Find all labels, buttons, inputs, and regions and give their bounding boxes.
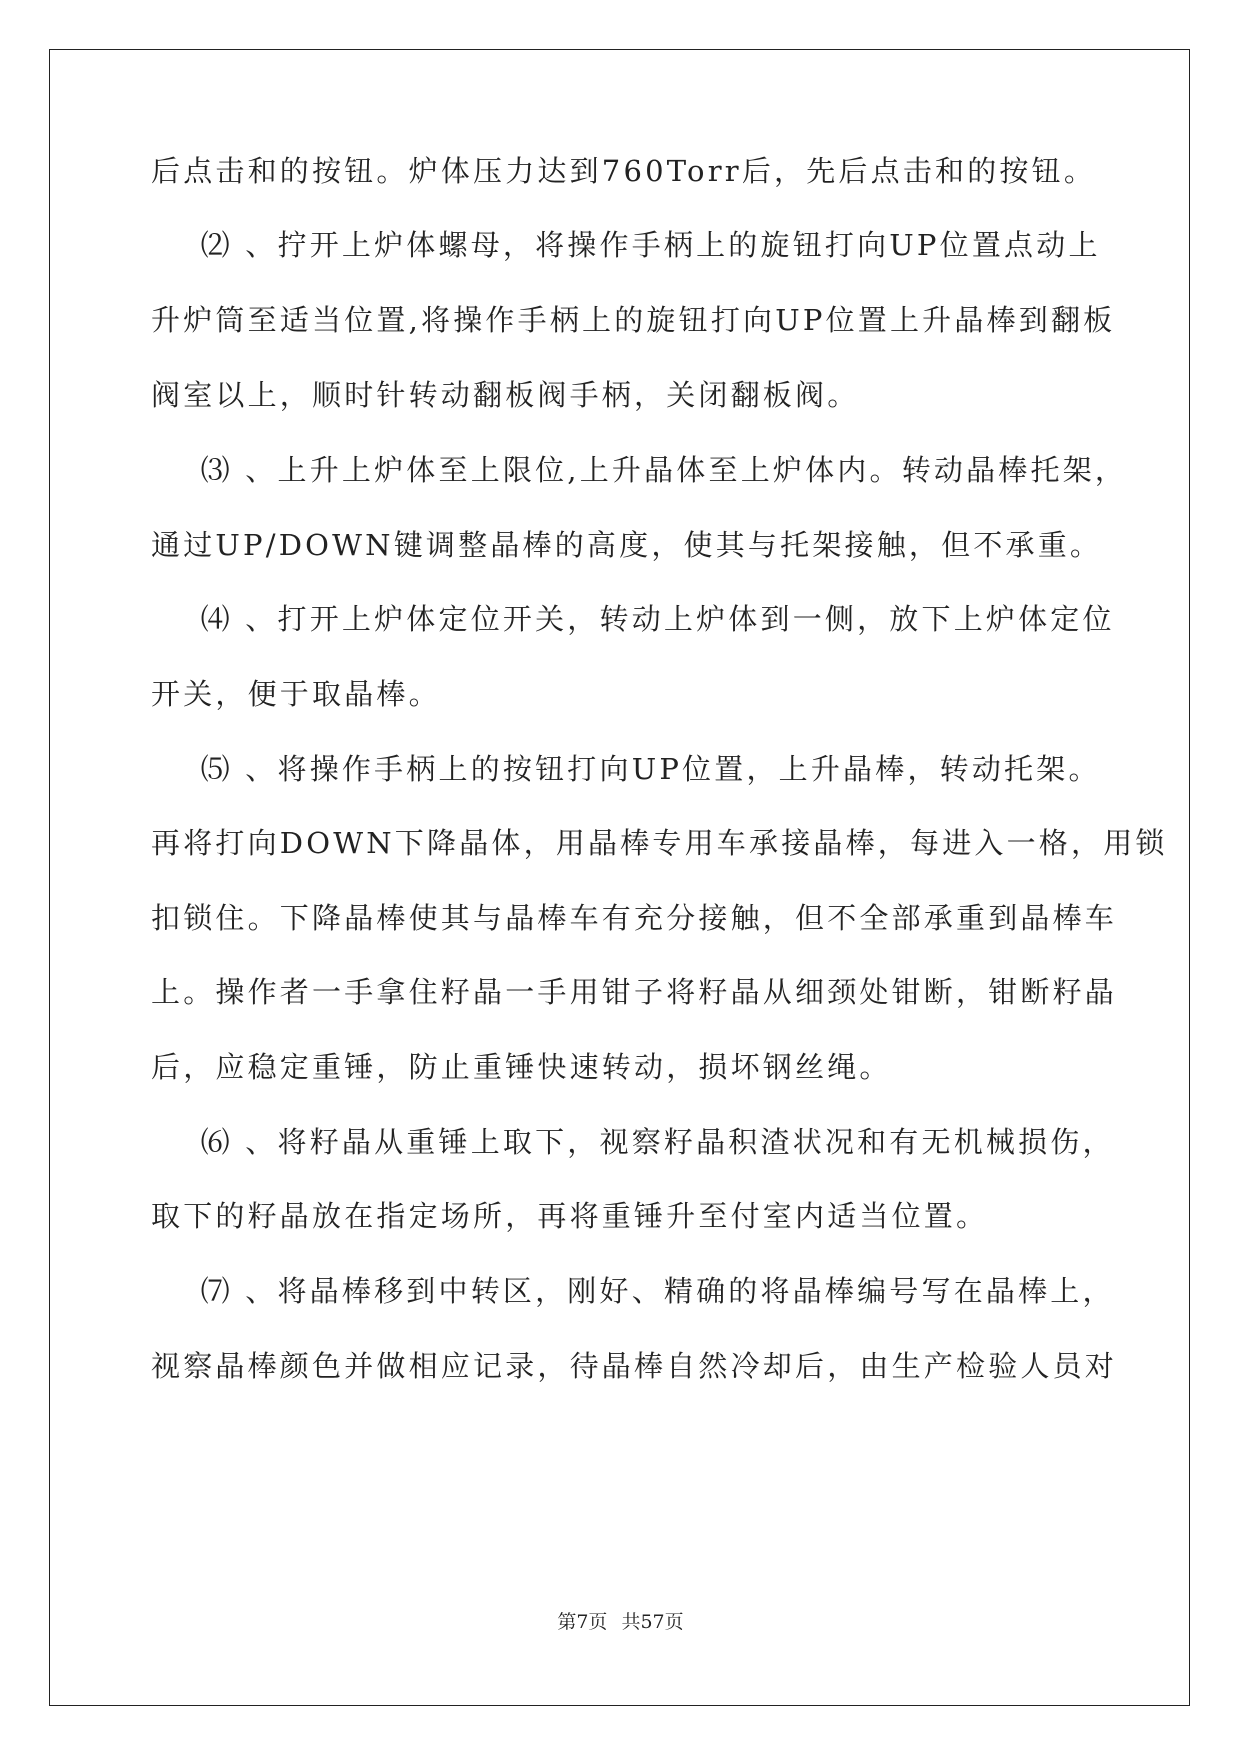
text-line: ⑹ 、将籽晶从重锤上取下，视察籽晶积渣状况和有无机械损伤， [151, 1125, 1115, 1159]
text-line: 视察晶棒颜色并做相应记录，待晶棒自然冷却后，由生产检验人员对 [151, 1349, 1118, 1383]
text-line: 升炉筒至适当位置,将操作手柄上的旋钮打向UP位置上升晶棒到翻板 [151, 303, 1116, 337]
text-line: ⑺ 、将晶棒移到中转区，刚好、精确的将晶棒编号写在晶棒上， [151, 1274, 1115, 1308]
text-line: 取下的籽晶放在指定场所，再将重锤升至付室内适当位置。 [151, 1199, 989, 1233]
text-line: 上。操作者一手拿住籽晶一手用钳子将籽晶从细颈处钳断，钳断籽晶 [151, 975, 1118, 1009]
text-line: 后，应稳定重锤，防止重锤快速转动，损坏钢丝绳。 [151, 1050, 892, 1084]
text-line: 扣锁住。下降晶棒使其与晶棒车有充分接触，但不全部承重到晶棒车 [151, 901, 1118, 935]
text-line: 开关，便于取晶棒。 [151, 677, 441, 711]
text-line: 通过UP/DOWN键调整晶棒的高度，使其与托架接触，但不承重。 [151, 528, 1103, 562]
page-total: 共57页 [621, 1611, 684, 1633]
page-border [49, 49, 1190, 1706]
text-line: ⑸ 、将操作手柄上的按钮打向UP位置，上升晶棒，转动托架。 [151, 752, 1101, 786]
page-number: 第7页 [557, 1611, 608, 1633]
text-line: ⑶ 、上升上炉体至上限位,上升晶体至上炉体内。转动晶棒托架， [151, 453, 1128, 487]
text-line: ⑷ 、打开上炉体定位开关，转动上炉体到一侧，放下上炉体定位 [151, 602, 1115, 636]
text-line: 再将打向DOWN下降晶体，用晶棒专用车承接晶棒，每进入一格，用锁 [151, 826, 1168, 860]
text-line: ⑵ 、拧开上炉体螺母，将操作手柄上的旋钮打向UP位置点动上 [151, 228, 1101, 262]
page-footer [0, 1607, 1241, 1634]
text-line: 阀室以上，顺时针转动翻板阀手柄，关闭翻板阀。 [151, 378, 860, 412]
text-line: 后点击和的按钮。炉体压力达到760Torr后，先后点击和的按钮。 [151, 154, 1097, 188]
